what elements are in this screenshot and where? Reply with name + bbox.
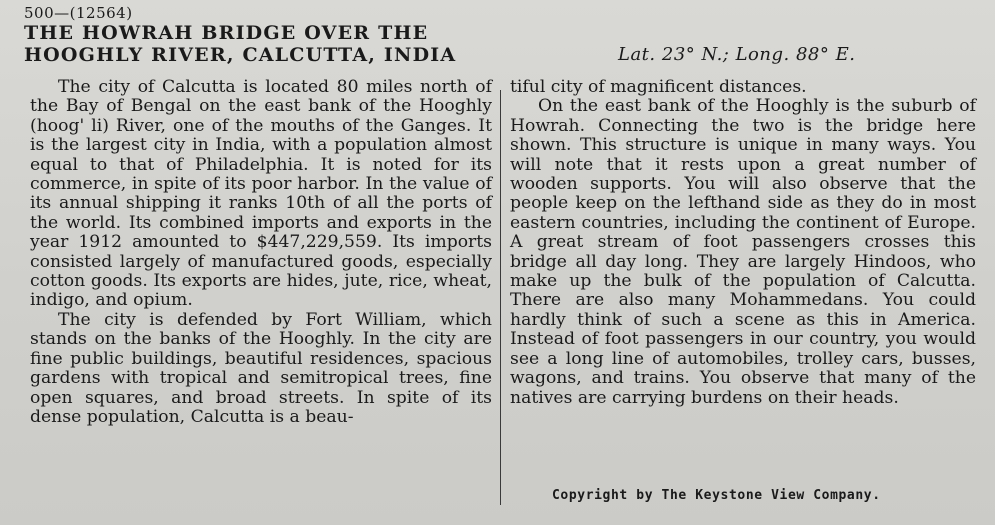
paragraph-calcutta-location: The city of Calcutta is located 80 miles north of the Bay of Bengal on the east bank of the Hooghly (hoog' li) River, one of the mouths of the Ganges. It is the largest city in India, with a population almost equal to that of Philadelphia. It is noted for its commerce, in spite of its poor harbor. In the value of its annual shipping it ranks 10th of all the ports of the world. Its combined imports and exports in the year 1912 amounted to $447,229,559. Its imports consisted largely of manufactured goods, especially cotton goods. Its exports are hides, jute, rice, wheat, indigo, and opium. [30, 77, 492, 311]
left-column [30, 78, 492, 427]
card-header [18, 4, 978, 68]
paragraph-continuation: tiful city of magnificent distances. [510, 77, 807, 97]
paragraph-fort-william: The city is defended by Fort William, which stands on the banks of the Hooghly. In the city are fine public buildings, beautiful residences, spacious gardens with tropical and semitropical trees, fine open squares, and broad streets. In spite of its dense population, Calcutta is a beau- [30, 309, 492, 427]
title-line-1: THE HOWRAH BRIDGE OVER THE [24, 22, 429, 44]
catalog-number: 500—(12564) [24, 4, 133, 22]
paragraph-howrah-bridge: On the east bank of the Hooghly is the suburb of Howrah. Connecting the two is the bridge here shown. This structure is unique in many ways. You will note that it rests upon a great number of wooden supports. You will also observe that the people keep on the lefthand side as they do in most eastern countries, including the continent of Europe. A great stream of foot passengers crosses this bridge all day long. They are largely Hindoos, who make up the bulk of the population of Calcutta. There are also many Mohammedans. You could hardly think of such a scene as this in America. Instead of foot passengers in our country, you would see a long line of automobiles, trolley cars, busses, wagons, and trains. You observe that many of the natives are carrying burdens on their heads. [510, 96, 976, 408]
right-column [510, 78, 976, 408]
card-title [24, 22, 456, 66]
copyright-notice: Copyright by The Keystone View Company. [552, 488, 881, 503]
title-line-2: HOOGHLY RIVER, CALCUTTA, INDIA [24, 44, 457, 66]
coordinates: Lat. 23° N.; Long. 88° E. [618, 44, 856, 65]
column-divider [500, 90, 501, 505]
